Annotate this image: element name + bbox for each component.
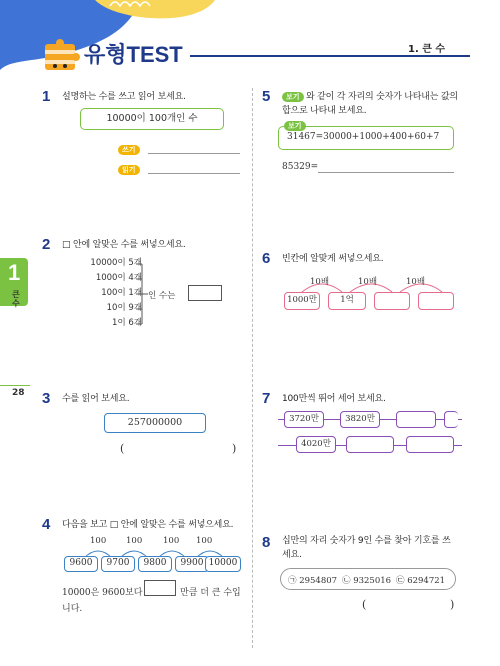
given-box: 10000이 100개인 수 <box>80 108 224 130</box>
sequence-box-blank[interactable] <box>418 292 454 310</box>
question-text: 빈칸에 알맞게 써넣으세요. <box>282 254 384 264</box>
answer-text-pre: 10000은 9600보다 <box>62 588 143 598</box>
sequence-box-blank[interactable] <box>444 411 458 428</box>
question-text-cont: 합으로 나타내 보세요. <box>282 106 367 116</box>
sequence-box: 9600 <box>64 556 98 572</box>
page-title: 유형TEST <box>84 42 183 67</box>
answer-box[interactable] <box>144 580 176 596</box>
write-answer-line[interactable] <box>148 153 240 154</box>
example-tag: 보기 <box>282 92 304 102</box>
question-number: 8 <box>262 534 271 551</box>
suffix-text: 인 수는 <box>148 291 176 301</box>
question-text: 다음을 보고 □ 안에 알맞은 수를 써넣으세요. <box>62 520 234 530</box>
answer-box[interactable] <box>188 285 222 301</box>
step-label: 100 <box>90 536 107 546</box>
paren-open: ( <box>120 442 125 455</box>
column-divider <box>252 88 253 648</box>
bracket-line <box>134 258 148 334</box>
list-item: 1000이 4개 <box>95 273 142 283</box>
step-label: 100 <box>126 536 143 546</box>
example-box-tag: 보기 <box>284 121 306 131</box>
question-text: 수를 읽어 보세요. <box>62 394 130 404</box>
read-answer-line[interactable] <box>148 173 240 174</box>
example-box: 31467=30000+1000+400+60+7 <box>278 126 454 150</box>
sequence-box-blank[interactable] <box>406 436 454 453</box>
question-number: 3 <box>42 390 51 407</box>
paren-close: ) <box>450 598 455 611</box>
sequence-box: 10000 <box>205 556 241 572</box>
question-number: 6 <box>262 250 271 267</box>
step-label: 100 <box>196 536 213 546</box>
puzzle-icon <box>40 36 82 76</box>
page-number: 28 <box>12 388 25 398</box>
question-text: 와 같이 각 자리의 숫자가 나타내는 값의 <box>306 92 458 102</box>
read-tag: 읽기 <box>118 165 140 175</box>
question-text: 십만의 자리 숫자가 9인 수를 찾아 기호를 쓰 <box>282 536 451 546</box>
step-label: 10배 <box>310 277 330 287</box>
question-number: 7 <box>262 390 271 407</box>
answer-area[interactable] <box>128 443 230 457</box>
answer-area[interactable] <box>370 599 448 613</box>
sequence-box: 9900 <box>175 556 209 572</box>
sequence-box: 9800 <box>138 556 172 572</box>
step-label: 100 <box>163 536 180 546</box>
question-text: 100만씩 뛰어 세어 보세요. <box>282 394 386 404</box>
sequence-box: 1000만 <box>284 292 320 310</box>
list-item: 1이 6개 <box>112 318 142 328</box>
option-item: ㉡ 9325016 <box>342 576 392 586</box>
place-value-list <box>62 256 142 331</box>
step-label: 10배 <box>358 277 378 287</box>
question-number: 5 <box>262 88 271 105</box>
chapter-tab-name: 큰 수 <box>12 290 20 308</box>
answer-line[interactable] <box>318 172 454 173</box>
sequence-box: 3720만 <box>284 411 324 428</box>
sequence-box-blank[interactable] <box>396 411 436 428</box>
question-text-cont: 세요. <box>282 550 302 560</box>
sequence-box: 9700 <box>101 556 135 572</box>
list-item: 10이 9개 <box>106 303 142 313</box>
list-item: 10000이 5개 <box>90 258 142 268</box>
sequence-box: 4020만 <box>296 436 336 453</box>
chapter-tab-number: 1 <box>8 260 21 285</box>
list-item: 100이 1개 <box>101 288 142 298</box>
sequence-box-blank[interactable] <box>346 436 394 453</box>
question-number: 4 <box>42 516 51 533</box>
answer-text-post: 만큼 더 큰 수입 <box>180 588 241 598</box>
problem-text: 85329= <box>282 162 319 172</box>
page-rule <box>0 385 30 386</box>
question-number: 2 <box>42 236 51 253</box>
question-text: □ 안에 알맞은 수를 써넣으세요. <box>62 240 186 250</box>
sequence-box: 1억 <box>328 292 366 310</box>
option-item: ㉠ 2954807 <box>288 576 338 586</box>
paren-open: ( <box>362 598 367 611</box>
paren-close: ) <box>232 442 237 455</box>
option-item: ㉢ 6294721 <box>396 576 446 586</box>
step-label: 10배 <box>406 277 426 287</box>
question-text: 설명하는 수를 쓰고 읽어 보세요. <box>62 92 186 102</box>
sequence-box-blank[interactable] <box>374 292 410 310</box>
header-rule <box>190 55 470 57</box>
number-box: 257000000 <box>104 413 206 433</box>
write-tag: 쓰기 <box>118 145 140 155</box>
question-number: 1 <box>42 88 51 105</box>
answer-text-end: 니다. <box>62 604 83 614</box>
chapter-label: 1. 큰 수 <box>408 44 446 55</box>
sequence-box: 3820만 <box>340 411 380 428</box>
